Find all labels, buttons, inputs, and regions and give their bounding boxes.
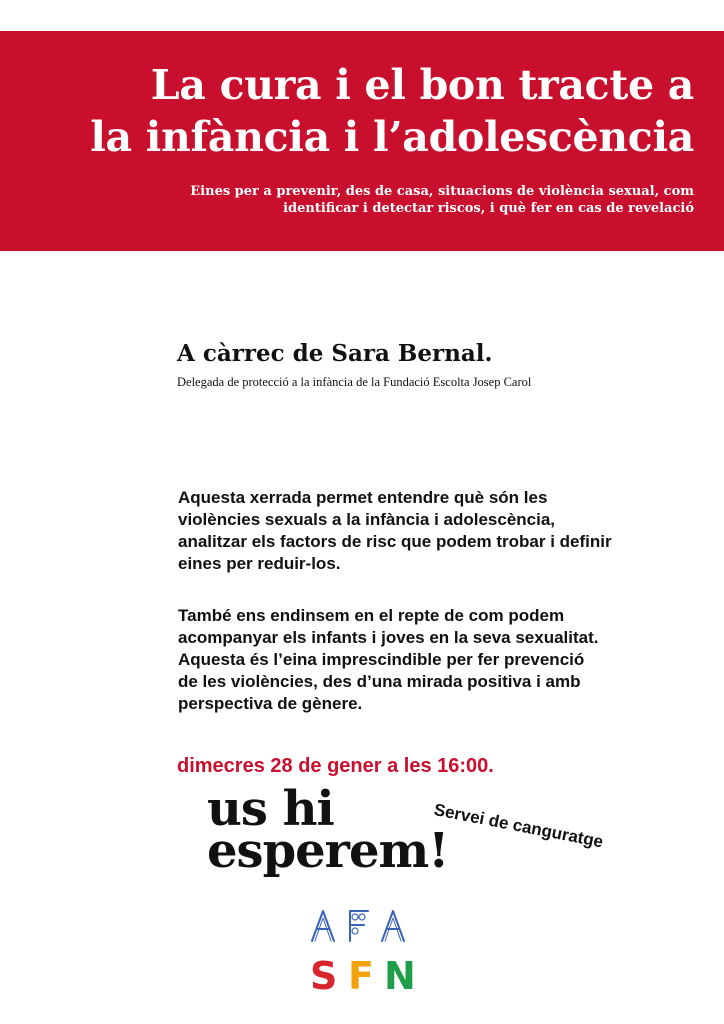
- welcome-line-1: us hi: [207, 781, 334, 837]
- poster-subtitle-line-1: Eines per a prevenir, des de casa, situacions de violència sexual, com: [190, 184, 694, 199]
- letter-a-left: [312, 911, 334, 941]
- paragraph-1-line: violències sexuals a la infància i adolescència,: [178, 510, 556, 529]
- logo-letter-s: S: [310, 954, 338, 995]
- poster-subtitle: [190, 183, 694, 217]
- description-paragraph-2: [178, 605, 648, 715]
- logo-letter-f: F: [348, 954, 374, 995]
- speaker-name: A càrrec de Sara Bernal.: [177, 340, 493, 367]
- childcare-note: Servei de canguratge: [432, 800, 605, 852]
- welcome-message: [207, 781, 449, 879]
- logo-letter-n: N: [384, 954, 416, 995]
- paragraph-2-line: de les violències, des d’una mirada positiva i amb: [178, 672, 581, 691]
- paragraph-1-line: eines per reduir-los.: [178, 554, 341, 573]
- letter-a-right: [382, 911, 404, 941]
- paragraph-2-line: perspectiva de gènere.: [178, 694, 363, 713]
- poster-title: [90, 59, 694, 163]
- welcome-line-2: esperem!: [207, 823, 449, 879]
- header-banner: [0, 31, 724, 251]
- description-paragraph-1: [178, 487, 648, 575]
- poster-subtitle-line-2: identificar i detectar riscos, i què fer en cas de revelació: [283, 201, 694, 216]
- paragraph-1-line: analitzar els factors de risc que podem trobar i definir: [178, 532, 612, 551]
- paragraph-2-line: acompanyar els infants i joves en la seva sexualitat.: [178, 628, 599, 647]
- poster-title-line-1: La cura i el bon tracte a: [150, 61, 694, 109]
- event-date: dimecres 28 de gener a les 16:00.: [177, 755, 494, 777]
- paragraph-2-line: Aquesta és l’eina imprescindible per fer prevenció: [178, 650, 585, 669]
- afa-sfn-logo: [308, 905, 420, 995]
- poster-title-line-2: la infància i l’adolescència: [90, 113, 694, 161]
- afa-letters: [312, 911, 404, 941]
- sfn-letters: [310, 954, 416, 995]
- paragraph-1-line: Aquesta xerrada permet entendre què són les: [178, 488, 548, 507]
- speaker-role: Delegada de protecció a la infància de la Fundació Escolta Josep Carol: [177, 375, 532, 389]
- paragraph-2-line: També ens endinsem en el repte de com podem: [178, 606, 565, 625]
